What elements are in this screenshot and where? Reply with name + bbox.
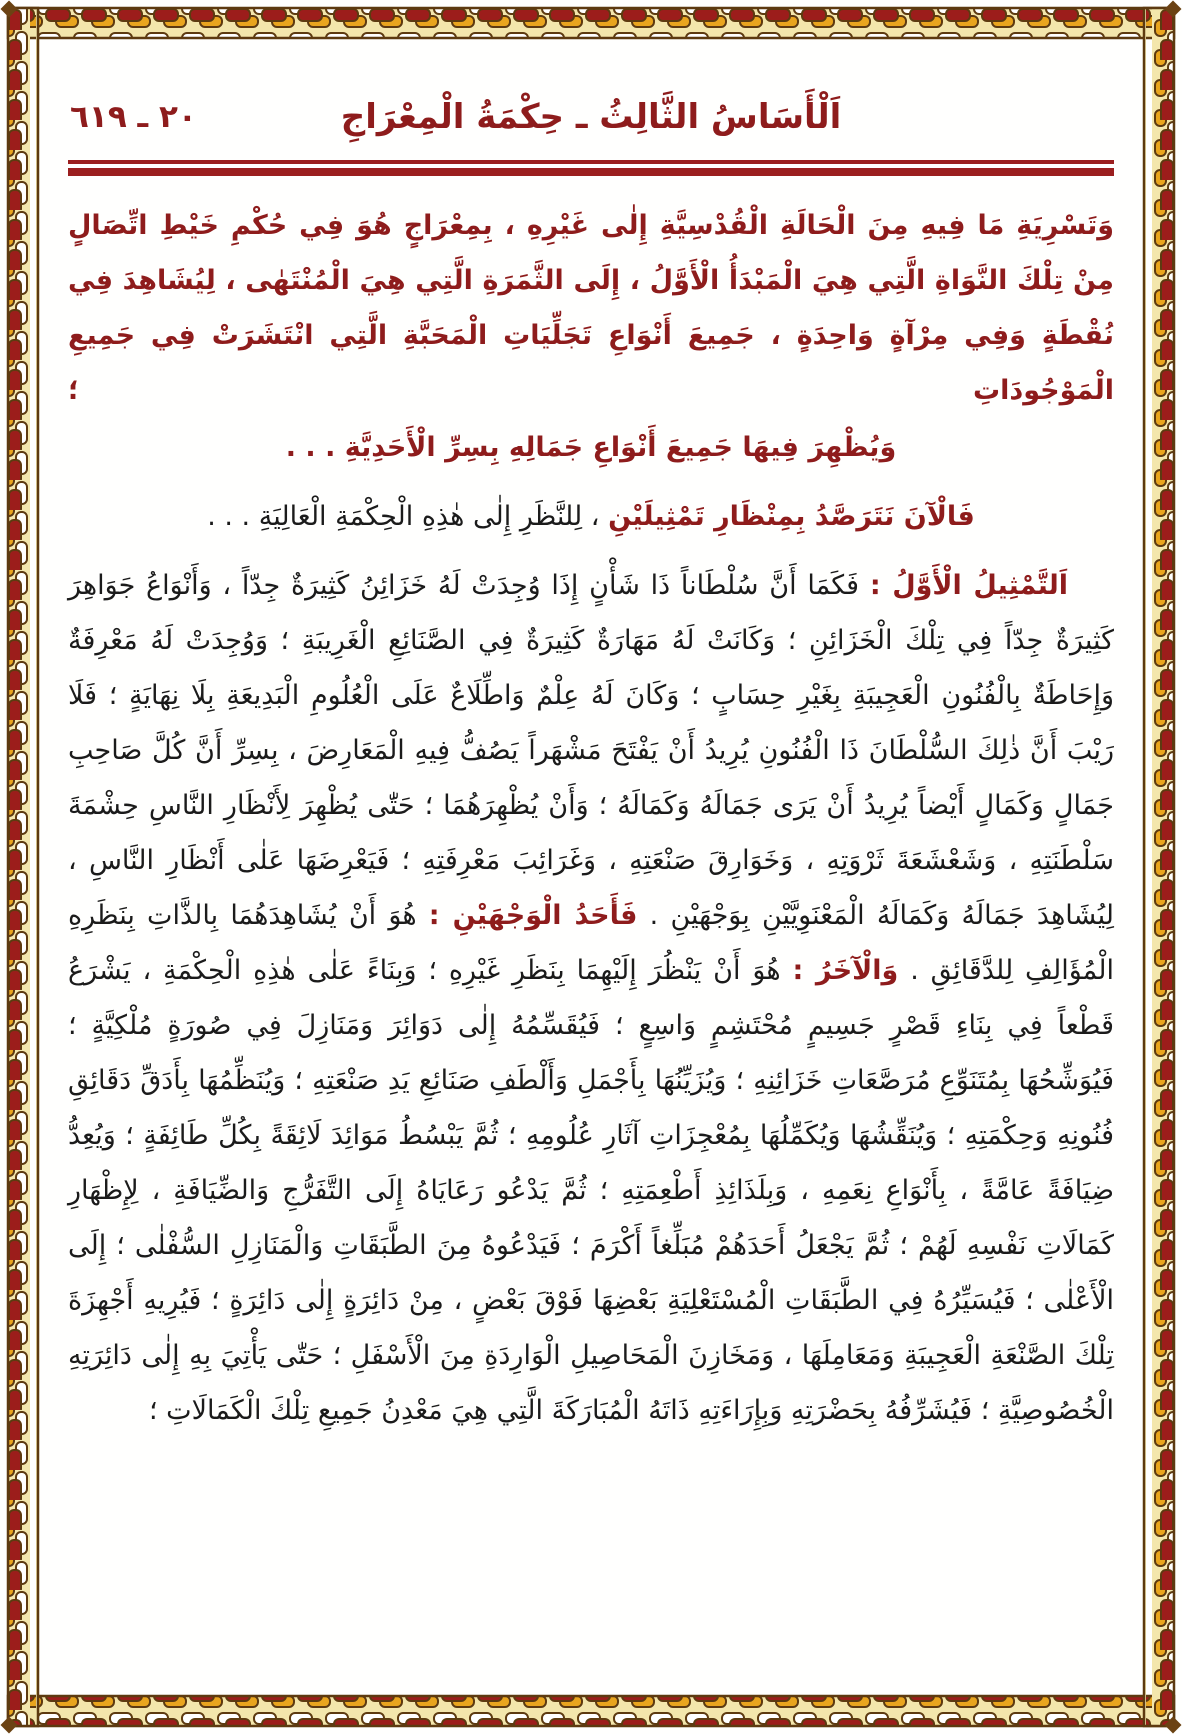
border-bottom — [8, 1696, 1174, 1726]
page-header — [68, 80, 1114, 154]
border-right — [1144, 8, 1174, 1726]
parable-body-1: فَكَمَا أَنَّ سُلْطَاناً ذَا شَأْنٍ إِذَا وُجِدَتْ لَهُ خَزَائِنُ كَثِيرَةٌ جِدّاً ، وَأَنْوَاعُ جَوَاهِرَ كَثِيرَةٌ جِدّاً فِي تِلْكَ الْخَزَائِنِ ؛ وَكَانَتْ لَهُ مَهَارَةٌ كَثِيرَةٌ فِي الصَّنَائِعِ الْغَرِيبَةِ ؛ وَوُجِدَتْ لَهُ مَعْرِفَةٌ وَإِحَاطَةٌ بِالْفُنُونِ الْعَجِيبَةِ بِغَيْرِ حِسَابٍ ؛ وَكَانَ لَهُ عِلْمٌ وَاطِّلَاعٌ عَلَى الْعُلُومِ الْبَدِيعَةِ بِلَا نِهَايَةٍ ؛ فَلَا رَيْبَ أَنَّ ذٰلِكَ السُّلْطَانَ ذَا الْفُنُونِ يُرِيدُ أَنْ يَفْتَحَ مَشْهَراً يَصُفُّ فِيهِ الْمَعَارِضَ ، بِسِرِّ أَنَّ كُلَّ صَاحِبِ جَمَالٍ وَكَمَالٍ أَيْضاً يُرِيدُ أَنْ يَرَى جَمَالَهُ وَكَمَالَهُ ؛ وَأَنْ يُظْهِرَهُمَا ؛ حَتّٰى يُظْهِرَ لِأَنْظَارِ النَّاسِ حِشْمَةَ سَلْطَنَتِهِ ، وَشَعْشَعَةَ ثَرْوَتِهِ ، وَخَوَارِقَ صَنْعَتِهِ ، وَغَرَائِبَ مَعْرِفَتِهِ ؛ فَيَعْرِضَهَا عَلٰى أَنْظَارِ النَّاسِ ، لِيُشَاهِدَ جَمَالَهُ وَكَمَالَهُ الْمَعْنَوِيَّيْنِ بِوَجْهَيْنِ . — [68, 570, 1114, 931]
border-top — [8, 8, 1174, 38]
paragraph-miraj-red: وَتَسْرِيَةِ مَا فِيهِ مِنَ الْحَالَةِ الْقُدْسِيَّةِ إِلٰى غَيْرِهِ ، بِمِعْرَاجٍ هُوَ فِي حُكْمِ خَيْطِ اتِّصَالٍ مِنْ تِلْكَ النَّوَاةِ الَّتِي هِيَ الْمَبْدَأُ الْأَوَّلُ ، إِلَى الثَّمَرَةِ الَّتِي هِيَ الْمُنْتَهٰى ، لِيُشَاهِدَ فِي نُقْطَةٍ وَفِي مِرْآةٍ وَاحِدَةٍ ، جَمِيعَ أَنْوَاعِ تَجَلِّيَاتِ الْمَحَبَّةِ الَّتِي انْتَشَرَتْ فِي جَمِيعِ الْمَوْجُودَاتِ ؛ — [68, 210, 1114, 406]
paragraph-intro — [68, 489, 1114, 544]
parable-heading: اَلتَّمْثِيلُ الْأَوَّلُ : — [869, 570, 1068, 601]
page-number: ٢٠ ـ ٦١٩ — [70, 99, 197, 135]
paragraph-first-parable — [68, 558, 1114, 1438]
parable-body-3: هُوَ أَنْ يَنْظُرَ إِلَيْهِمَا بِنَظَرِ غَيْرِهِ ؛ وَبِنَاءً عَلٰى هٰذِهِ الْحِكْمَةِ ، يَشْرَعُ قَطْعاً فِي بِنَاءِ قَصْرٍ جَسِيمٍ مُحْتَشِمٍ وَاسِعٍ ؛ فَيُقَسِّمُهُ إِلٰى دَوَائِرَ وَمَنَازِلَ فِي صُورَةٍ مُلْكِيَّةٍ ؛ فَيُوَشِّحُهَا بِمُتَنَوِّعِ مُرَصَّعَاتِ خَزَائِنِهِ ؛ وَيُزَيِّنُهَا بِأَجْمَلِ وَأَلْطَفِ صَنَائِعِ يَدِ صَنْعَتِهِ ؛ وَيُنَظِّمُهَا بِأَدَقِّ دَقَائِقِ فُنُونِهِ وَحِكْمَتِهِ ؛ وَيُنَقِّشُهَا وَيُكَمِّلُهَا بِمُعْجِزَاتِ آثَارِ عُلُومِهِ ؛ ثُمَّ يَبْسُطُ مَوَائِدَ لَائِقَةً بِكُلِّ طَائِفَةٍ ؛ وَيُعِدُّ ضِيَافَةً عَامَّةً ، بِأَنْوَاعِ نِعَمِهِ ، وَبِلَذَائِذِ أَطْعِمَتِهِ ؛ ثُمَّ يَدْعُو رَعَايَاهُ إِلَى التَّفَرُّجِ وَالضِّيَافَةِ ، لِإِظْهَارِ كَمَالَاتِ نَفْسِهِ لَهُمْ ؛ ثُمَّ يَجْعَلُ أَحَدَهُمْ مُبَلِّغاً أَكْرَمَ ؛ فَيَدْعُوهُ مِنَ الطَّبَقَاتِ وَالْمَنَازِلِ السُّفْلٰى ؛ إِلَى الْأَعْلٰى ؛ فَيُسَيِّرُهُ فِي الطَّبَقَاتِ الْمُسْتَعْلِيَةِ بَعْضِهَا فَوْقَ بَعْضٍ ، مِنْ دَائِرَةٍ إِلٰى دَائِرَةٍ ؛ فَيُرِيهِ أَجْهِزَةَ تِلْكَ الصَّنْعَةِ الْعَجِيبَةِ وَمَعَامِلَهَا ، وَمَخَازِنَ الْمَحَاصِيلِ الْوَارِدَةِ مِنَ الْأَسْفَلِ ؛ حَتّٰى يَأْتِيَ بِهِ إِلٰى دَائِرَتِهِ الْخُصُوصِيَّةِ ؛ فَيُشَرِّفُهُ بِحَضْرَتِهِ وَبِإِرَاءَتِهِ ذَاتَهُ الْمُبَارَكَةَ الَّتِي هِيَ مَعْدِنُ جَمِيعِ تِلْكَ الْكَمَالَاتِ ؛ — [68, 955, 1114, 1426]
first-aspect-heading: فَأَحَدُ الْوَجْهَيْنِ : — [428, 900, 638, 931]
border-left — [8, 8, 38, 1726]
body-text — [68, 198, 1114, 1438]
chapter-title: اَلْأَسَاسُ الثَّالِثُ ـ حِكْمَةُ الْمِعْرَاجِ — [340, 97, 842, 137]
second-aspect-heading: وَالْآخَرُ : — [792, 955, 899, 986]
page-content — [68, 80, 1114, 1438]
intro-black-run: ، لِلنَّظَرِ إِلٰى هٰذِهِ الْحِكْمَةِ الْعَالِيَةِ . . . — [207, 501, 600, 532]
header-rule-thin — [68, 160, 1114, 164]
parable-body-2: هُوَ أَنْ يُشَاهِدَهُمَا بِالذَّاتِ بِنَظَرِهِ الْمُؤَالِفِ لِلدَّقَائِقِ . — [68, 900, 1114, 986]
header-rule-thick — [68, 168, 1114, 176]
intro-red-run: فَالْآنَ نَتَرَصَّدُ بِمِنْظَارِ تَمْثِيلَيْنِ — [608, 501, 975, 532]
paragraph-miraj-closing: وَيُظْهِرَ فِيهَا جَمِيعَ أَنْوَاعِ جَمَالِهِ بِسِرِّ الْأَحَدِيَّةِ . . . — [285, 432, 897, 463]
